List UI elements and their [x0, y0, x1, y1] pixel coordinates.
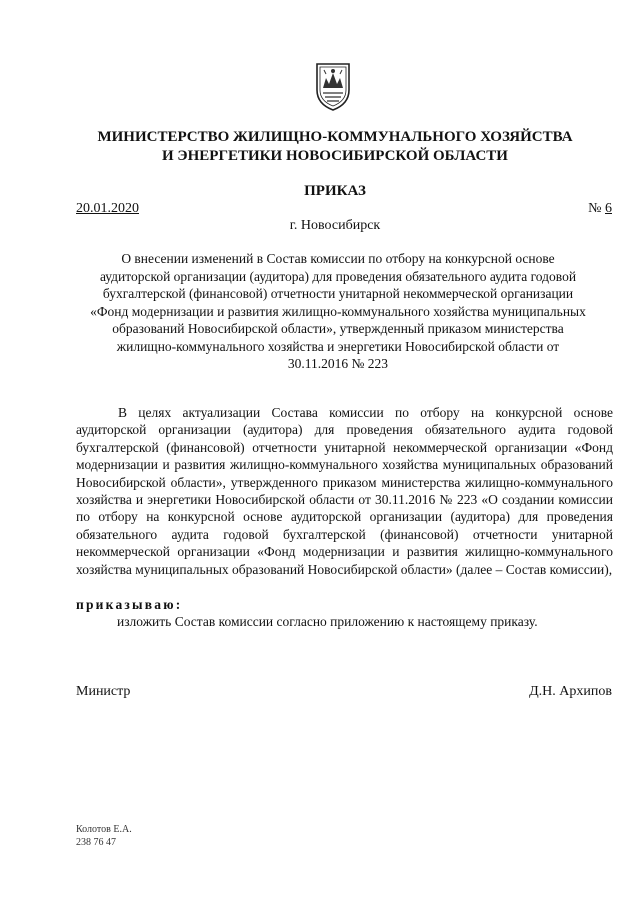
signer-title: Министр [76, 684, 131, 699]
executor-name: Колотов Е.А. [76, 824, 132, 835]
number-value: 6 [605, 201, 612, 216]
ministry-line-2: И ЭНЕРГЕТИКИ НОВОСИБИРСКОЙ ОБЛАСТИ [162, 148, 508, 164]
document-subject: О внесении изменений в Состав комиссии по отбору на конкурсной основе аудиторской организации (аудитора) для проведения обязательного аудита годовой бухгалтерской (финансовой) отчетности унитарной некоммерческой организации «Фонд модернизации и развития жилищно-коммунального хозяйства муниципальных образований Новосибирской области», утвержденный приказом министерства жилищно-коммунального хозяйства и энергетики Новосибирской области от 30.11.2016 № 223 [90, 251, 586, 371]
executor-phone: 238 76 47 [76, 837, 116, 848]
city: г. Новосибирск [289, 218, 381, 233]
document-date: 20.01.2020 [76, 201, 139, 216]
document-number [588, 201, 612, 217]
document-type: ПРИКАЗ [304, 183, 366, 199]
order-word: приказываю: [76, 597, 183, 612]
ministry-name [70, 128, 600, 166]
body-paragraph: В целях актуализации Состава комиссии по отбору на конкурсной основе аудиторской организации (аудитора) для проведения обязательного аудита годовой бухгалтерской (финансовой) отчетности унитарной некоммерческой организации «Фонд модернизации и развития жилищно-коммунального хозяйства муниципальных образований Новосибирской области», утвержденного приказом министерства жилищно-коммунального хозяйства и энергетики Новосибирской области от 30.11.2016 № 223 «О создании комиссии по отбору на конкурсной основе аудиторской организации (аудитора) для проведения обязательного аудита годовой бухгалтерской (финансовой) отчетности унитарной некоммерческой организации «Фонд модернизации и развития жилищно-коммунального хозяйства муниципальных образований Новосибирской области» (далее – Состав комиссии), [76, 405, 613, 577]
number-prefix: № [588, 201, 602, 216]
executor-info [76, 823, 132, 849]
ministry-line-1: МИНИСТЕРСТВО ЖИЛИЩНО-КОММУНАЛЬНОГО ХОЗЯЙСТВА [97, 129, 573, 145]
order-action: изложить Состав комиссии согласно приложению к настоящему приказу. [117, 614, 538, 629]
signer-name: Д.Н. Архипов [529, 684, 612, 699]
coat-of-arms-icon [314, 60, 352, 112]
